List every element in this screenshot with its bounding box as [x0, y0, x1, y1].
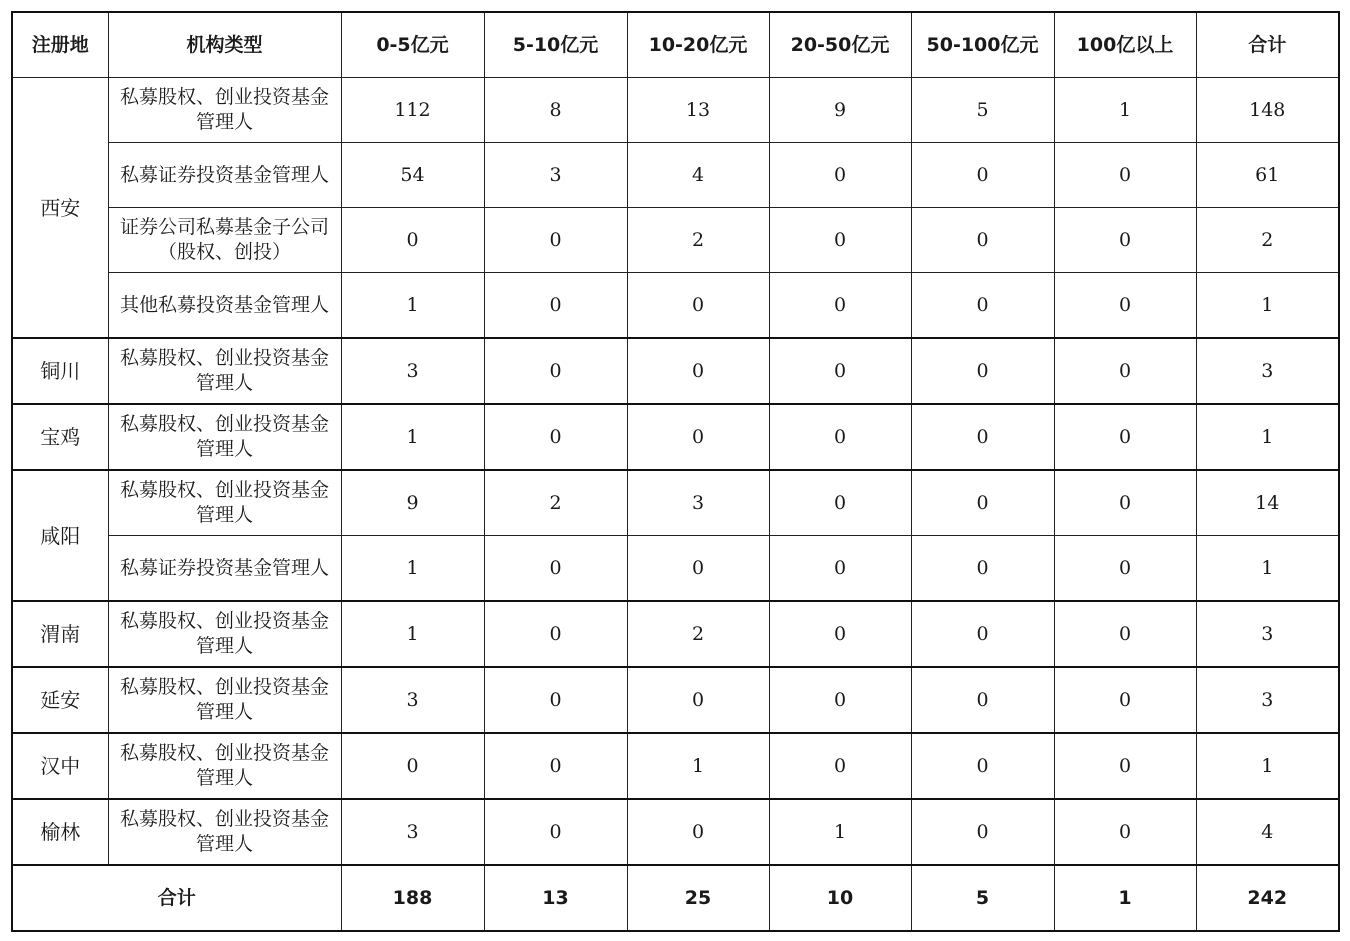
- cell-10-20: 1: [627, 733, 769, 799]
- cell-5-10: 0: [484, 404, 627, 470]
- cell-20-50: 1: [769, 799, 911, 865]
- cell-5-10: 0: [484, 338, 627, 404]
- cell-100-plus: 1: [1054, 78, 1196, 143]
- region-cell: 延安: [12, 667, 108, 733]
- cell-row-total: 4: [1196, 799, 1339, 865]
- institution-type-cell: 私募证券投资基金管理人: [108, 536, 341, 602]
- institution-type-cell: 证券公司私募基金子公司（股权、创投）: [108, 208, 341, 273]
- institution-type-cell: 其他私募投资基金管理人: [108, 273, 341, 339]
- institution-type-cell: 私募股权、创业投资基金管理人: [108, 404, 341, 470]
- cell-50-100: 0: [911, 799, 1054, 865]
- table-row: [12, 338, 1339, 404]
- total-cell-50-100: 5: [911, 865, 1054, 931]
- cell-0-5: 3: [341, 338, 484, 404]
- cell-0-5: 1: [341, 273, 484, 339]
- header-50-100: 50-100亿元: [911, 12, 1054, 78]
- cell-20-50: 0: [769, 733, 911, 799]
- cell-50-100: 0: [911, 601, 1054, 667]
- cell-row-total: 3: [1196, 601, 1339, 667]
- table-row: [12, 78, 1339, 143]
- cell-5-10: 0: [484, 208, 627, 273]
- institution-type-cell: 私募股权、创业投资基金管理人: [108, 78, 341, 143]
- cell-0-5: 0: [341, 208, 484, 273]
- cell-20-50: 0: [769, 536, 911, 602]
- cell-row-total: 3: [1196, 338, 1339, 404]
- cell-20-50: 9: [769, 78, 911, 143]
- cell-10-20: 0: [627, 404, 769, 470]
- cell-row-total: 3: [1196, 667, 1339, 733]
- cell-50-100: 0: [911, 273, 1054, 339]
- cell-0-5: 1: [341, 536, 484, 602]
- total-row: [12, 865, 1339, 931]
- region-cell: 汉中: [12, 733, 108, 799]
- institution-type-cell: 私募股权、创业投资基金管理人: [108, 733, 341, 799]
- institution-type-cell: 私募股权、创业投资基金管理人: [108, 601, 341, 667]
- table-row: [12, 273, 1339, 339]
- cell-5-10: 0: [484, 667, 627, 733]
- cell-10-20: 0: [627, 799, 769, 865]
- cell-20-50: 0: [769, 601, 911, 667]
- header-type: 机构类型: [108, 12, 341, 78]
- cell-5-10: 0: [484, 733, 627, 799]
- cell-10-20: 0: [627, 536, 769, 602]
- cell-10-20: 13: [627, 78, 769, 143]
- cell-100-plus: 0: [1054, 733, 1196, 799]
- cell-5-10: 0: [484, 799, 627, 865]
- cell-10-20: 3: [627, 470, 769, 536]
- cell-5-10: 0: [484, 601, 627, 667]
- cell-50-100: 5: [911, 78, 1054, 143]
- table-row: [12, 733, 1339, 799]
- cell-50-100: 0: [911, 733, 1054, 799]
- cell-100-plus: 0: [1054, 208, 1196, 273]
- institution-type-cell: 私募股权、创业投资基金管理人: [108, 338, 341, 404]
- region-cell: 渭南: [12, 601, 108, 667]
- cell-100-plus: 0: [1054, 273, 1196, 339]
- total-label: 合计: [12, 865, 341, 931]
- total-cell-100-plus: 1: [1054, 865, 1196, 931]
- cell-50-100: 0: [911, 667, 1054, 733]
- cell-100-plus: 0: [1054, 404, 1196, 470]
- table-row: [12, 667, 1339, 733]
- cell-10-20: 0: [627, 273, 769, 339]
- region-cell: 榆林: [12, 799, 108, 865]
- cell-row-total: 1: [1196, 273, 1339, 339]
- cell-0-5: 3: [341, 799, 484, 865]
- header-100-plus: 100亿以上: [1054, 12, 1196, 78]
- cell-row-total: 1: [1196, 404, 1339, 470]
- cell-50-100: 0: [911, 338, 1054, 404]
- cell-100-plus: 0: [1054, 667, 1196, 733]
- cell-100-plus: 0: [1054, 338, 1196, 404]
- cell-row-total: 1: [1196, 733, 1339, 799]
- total-cell-5-10: 13: [484, 865, 627, 931]
- cell-5-10: 0: [484, 536, 627, 602]
- header-region: 注册地: [12, 12, 108, 78]
- institution-type-cell: 私募证券投资基金管理人: [108, 143, 341, 208]
- region-cell: 咸阳: [12, 470, 108, 601]
- header-20-50: 20-50亿元: [769, 12, 911, 78]
- cell-20-50: 0: [769, 208, 911, 273]
- region-cell: 铜川: [12, 338, 108, 404]
- cell-0-5: 0: [341, 733, 484, 799]
- fund-manager-table: [11, 11, 1340, 932]
- total-cell-row-total: 242: [1196, 865, 1339, 931]
- cell-50-100: 0: [911, 143, 1054, 208]
- cell-10-20: 0: [627, 667, 769, 733]
- cell-50-100: 0: [911, 208, 1054, 273]
- cell-20-50: 0: [769, 470, 911, 536]
- total-cell-20-50: 10: [769, 865, 911, 931]
- table-body: [12, 78, 1339, 932]
- cell-50-100: 0: [911, 470, 1054, 536]
- cell-50-100: 0: [911, 536, 1054, 602]
- cell-100-plus: 0: [1054, 799, 1196, 865]
- cell-100-plus: 0: [1054, 601, 1196, 667]
- table-row: [12, 208, 1339, 273]
- institution-type-cell: 私募股权、创业投资基金管理人: [108, 667, 341, 733]
- cell-100-plus: 0: [1054, 536, 1196, 602]
- cell-10-20: 2: [627, 601, 769, 667]
- header-row: [12, 12, 1339, 78]
- cell-0-5: 54: [341, 143, 484, 208]
- cell-20-50: 0: [769, 667, 911, 733]
- cell-0-5: 112: [341, 78, 484, 143]
- institution-type-cell: 私募股权、创业投资基金管理人: [108, 799, 341, 865]
- cell-5-10: 0: [484, 273, 627, 339]
- region-cell: 西安: [12, 78, 108, 339]
- cell-row-total: 61: [1196, 143, 1339, 208]
- cell-10-20: 4: [627, 143, 769, 208]
- table-row: [12, 536, 1339, 602]
- region-cell: 宝鸡: [12, 404, 108, 470]
- header-0-5: 0-5亿元: [341, 12, 484, 78]
- cell-10-20: 0: [627, 338, 769, 404]
- cell-row-total: 148: [1196, 78, 1339, 143]
- total-cell-0-5: 188: [341, 865, 484, 931]
- cell-0-5: 1: [341, 601, 484, 667]
- cell-20-50: 0: [769, 338, 911, 404]
- cell-row-total: 14: [1196, 470, 1339, 536]
- cell-100-plus: 0: [1054, 143, 1196, 208]
- cell-20-50: 0: [769, 143, 911, 208]
- table-row: [12, 470, 1339, 536]
- table-row: [12, 143, 1339, 208]
- cell-0-5: 1: [341, 404, 484, 470]
- table-row: [12, 601, 1339, 667]
- header-10-20: 10-20亿元: [627, 12, 769, 78]
- cell-100-plus: 0: [1054, 470, 1196, 536]
- table-row: [12, 799, 1339, 865]
- cell-row-total: 2: [1196, 208, 1339, 273]
- total-cell-10-20: 25: [627, 865, 769, 931]
- cell-10-20: 2: [627, 208, 769, 273]
- header-5-10: 5-10亿元: [484, 12, 627, 78]
- header-total: 合计: [1196, 12, 1339, 78]
- table-row: [12, 404, 1339, 470]
- cell-50-100: 0: [911, 404, 1054, 470]
- cell-0-5: 3: [341, 667, 484, 733]
- cell-5-10: 3: [484, 143, 627, 208]
- cell-5-10: 2: [484, 470, 627, 536]
- institution-type-cell: 私募股权、创业投资基金管理人: [108, 470, 341, 536]
- cell-20-50: 0: [769, 273, 911, 339]
- cell-20-50: 0: [769, 404, 911, 470]
- cell-0-5: 9: [341, 470, 484, 536]
- cell-5-10: 8: [484, 78, 627, 143]
- cell-row-total: 1: [1196, 536, 1339, 602]
